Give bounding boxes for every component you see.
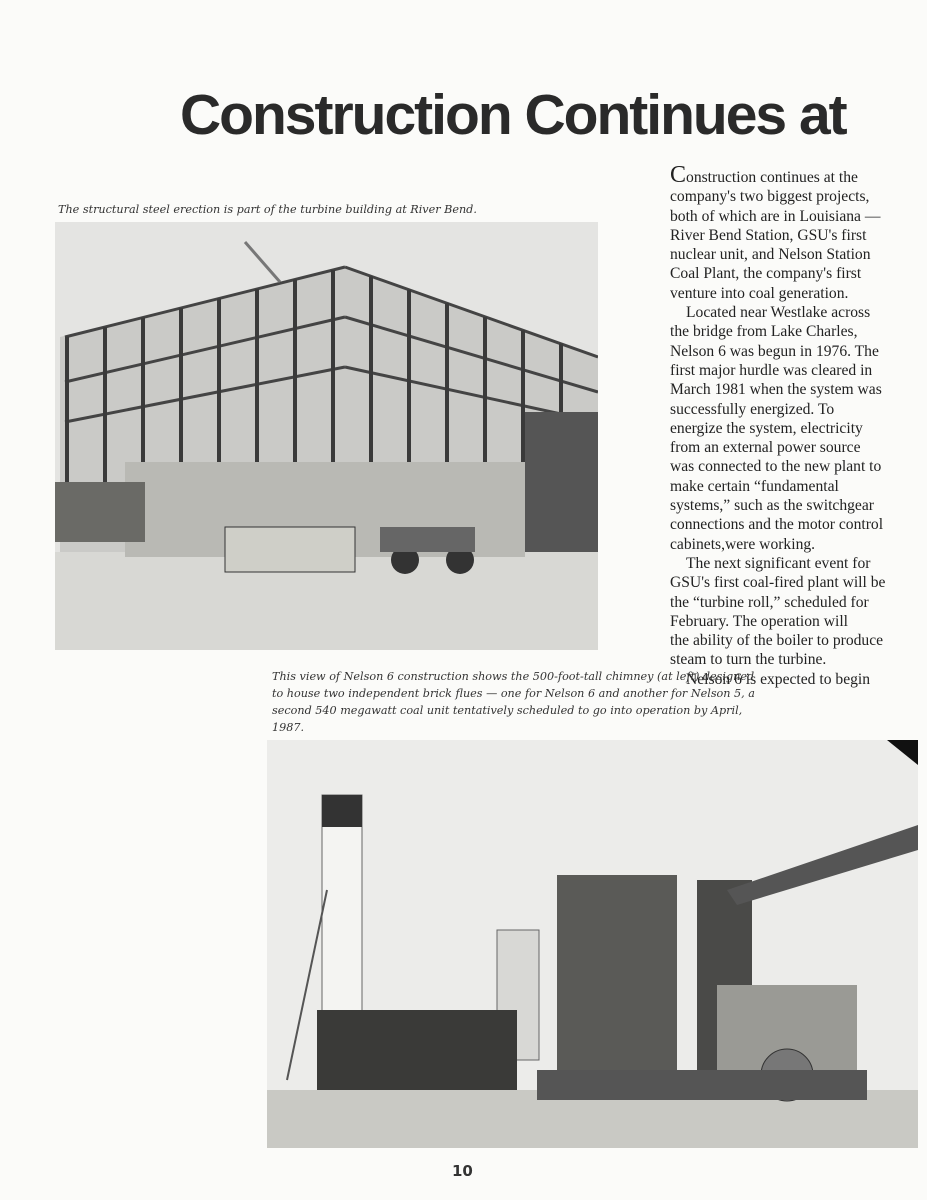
body-line: systems,” such as the switchgear xyxy=(670,497,874,515)
body-line: cabinets,were working. xyxy=(670,535,816,553)
body-line: Nelson 6 was begun in 1976. The xyxy=(670,342,879,360)
body-line: both of which are in Louisiana — xyxy=(670,207,881,225)
body-line: The next significant event for xyxy=(686,554,871,572)
body-line: the bridge from Lake Charles, xyxy=(670,323,858,341)
body-line: February. The operation will xyxy=(670,612,848,630)
body-line: from an external power source xyxy=(670,439,861,457)
body-line: company's two biggest projects, xyxy=(670,188,870,206)
body-line: nuclear unit, and Nelson Station xyxy=(670,246,871,264)
photo-caption-nelson-6: This view of Nelson 6 construction shows the 500-foot-tall chimney (at left) designed to house two independent brick flues — one for Nelson 6 and another for Nelson 5, a second 540 megawatt coal unit tentatively scheduled to go into operation by April, 1987. xyxy=(272,670,755,734)
body-line: was connected to the new plant to xyxy=(670,458,882,476)
drop-cap: C xyxy=(670,162,687,188)
body-line: March 1981 when the system was xyxy=(670,381,882,399)
body-line: Located near Westlake across xyxy=(686,304,871,322)
body-line: steam to turn the turbine. xyxy=(670,651,827,669)
body-line: venture into coal generation. xyxy=(670,284,849,302)
photo-river-bend-turbine-building xyxy=(55,222,598,650)
body-line: successfully energized. To xyxy=(670,400,835,418)
body-line: the ability of the boiler to produce xyxy=(670,632,884,650)
body-line: make certain “fundamental xyxy=(670,477,839,495)
body-line: Nelson 6 is expected to begin xyxy=(686,670,871,688)
page-number: 10 xyxy=(452,1162,473,1180)
photo-caption-river-bend: The structural steel erection is part of the turbine building at River Bend. xyxy=(58,203,477,216)
body-line: energize the system, electricity xyxy=(670,419,863,437)
body-line-text: onstruction continues at the xyxy=(686,169,858,186)
body-line xyxy=(670,162,925,188)
article-title: Construction Continues at xyxy=(180,83,846,147)
photo-nelson-6-construction xyxy=(267,740,918,1148)
article-body xyxy=(670,162,925,689)
body-line: the “turbine roll,” scheduled for xyxy=(670,593,869,611)
body-line: connections and the motor control xyxy=(670,516,884,534)
body-line: GSU's first coal-fired plant will be xyxy=(670,574,886,592)
body-line: Coal Plant, the company's first xyxy=(670,265,862,283)
body-line: River Bend Station, GSU's first xyxy=(670,226,867,244)
body-line: first major hurdle was cleared in xyxy=(670,361,873,379)
